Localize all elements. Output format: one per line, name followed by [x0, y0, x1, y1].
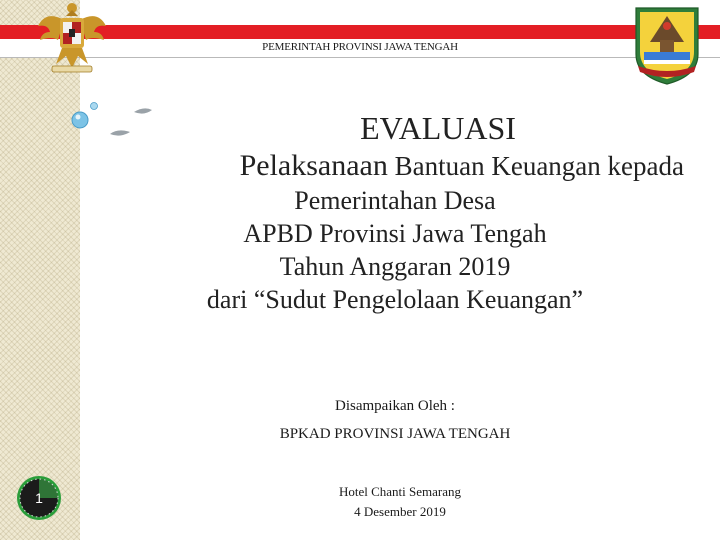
venue-place: Hotel Chanti Semarang — [338, 484, 462, 499]
title-line-evaluasi: EVALUASI — [360, 110, 516, 146]
presenter-name: BPKAD PROVINSI JAWA TENGAH — [279, 426, 511, 442]
venue-block — [300, 482, 500, 522]
side-texture-strip — [0, 0, 80, 540]
title-line-tahun: Tahun Anggaran 2019 — [279, 252, 511, 281]
header-divider — [0, 57, 720, 58]
title-line-pemerintahan: Pemerintahan Desa — [294, 186, 496, 215]
header-red-band — [0, 25, 720, 39]
title-word-pelaksanaan: Pelaksanaan — [239, 149, 388, 182]
venue-date: 4 Desember 2019 — [354, 504, 446, 519]
header-org-name: PEMERINTAH PROVINSI JAWA TENGAH — [262, 41, 458, 53]
presenter-block — [250, 396, 540, 444]
presenter-label: Disampaikan Oleh : — [335, 398, 455, 414]
title-line-pelaksanaan-rest: Bantuan Keuangan kepada — [387, 151, 684, 181]
title-line-pelaksanaan — [90, 148, 700, 184]
garuda-emblem-icon — [36, 2, 108, 76]
central-java-emblem-icon — [630, 2, 704, 86]
title-line-apbd: APBD Provinsi Jawa Tengah — [243, 219, 547, 248]
presentation-title — [90, 108, 700, 316]
title-line-sudut: dari “Sudut Pengelolaan Keuangan” — [206, 285, 584, 314]
page-number: 1 — [35, 490, 43, 506]
